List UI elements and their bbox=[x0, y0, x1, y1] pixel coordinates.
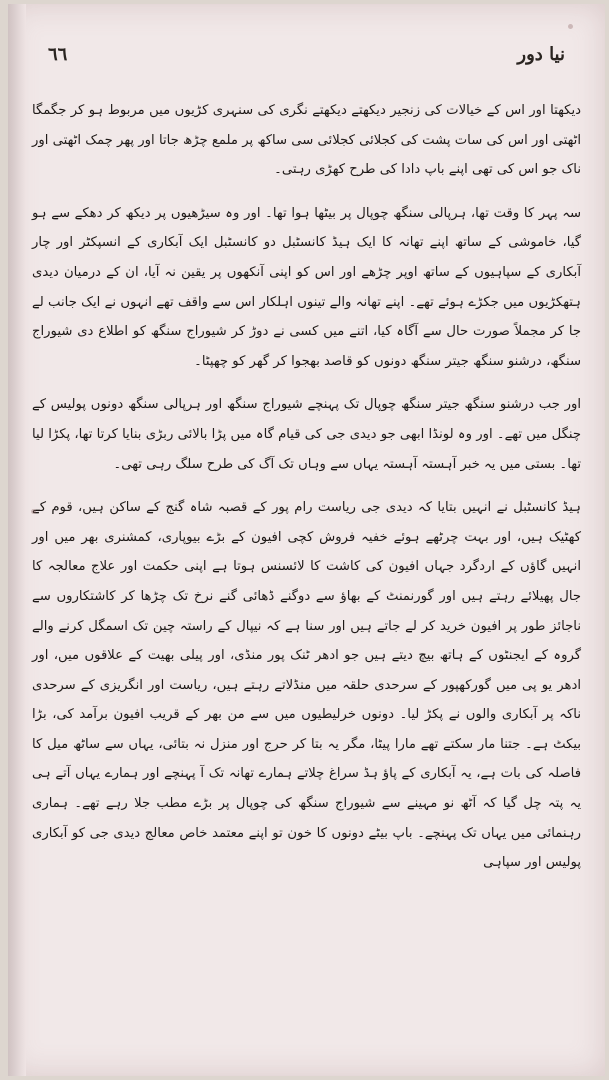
book-page bbox=[8, 4, 605, 1076]
running-title: نیا دور bbox=[517, 44, 565, 65]
page-binding-edge bbox=[8, 4, 26, 1076]
body-text bbox=[32, 96, 581, 878]
page-header bbox=[48, 44, 565, 74]
ink-spot bbox=[568, 24, 573, 29]
paragraph: دیکھتا اور اس کے خیالات کی زنجیر دیکھتے دیکھتے نگری کی سنہری کڑیوں میں مربوط ہو کر جگمگا اٹھتی اور اس کی سات پشت کی کجلائی کجلائی سی ساکھ پر ملمع چڑھ جاتا اور پھر چمک اٹھتی اور ناک جو اس کی تھی اپنے باپ دادا کی طرح کھڑی رہتی۔ bbox=[32, 103, 581, 178]
paragraph: اور جب درشنو سنگھ جیتر سنگھ چوپال تک پہنچے شیوراج سنگھ اور ہرپالی سنگھ دونوں پولیس کے چنگل میں تھے۔ اور وہ لونڈا ابھی جو دیدی جی کی قیام گاہ میں پڑا بالائی ربڑی بنایا کرتا تھا، پکڑا لیا تھا۔ بستی میں یہ خبر آہستہ آہستہ یہاں سے وہاں تک آگ کی طرح سلگ رہی تھی۔ bbox=[32, 397, 581, 472]
page-number: ٦٦ bbox=[48, 44, 68, 65]
ink-spot bbox=[31, 509, 36, 514]
paragraph: ہیڈ کانسٹبل نے انہیں بتایا کہ دیدی جی ریاست رام پور کے قصبہ شاہ گنج کے ساکن ہیں، قوم کے کھٹیک ہیں، اور بہت چرٹھے ہوئے خفیہ فروش کچی افیون کے بڑے بیوپاری، کمشنری بھر میں اور انہیں گاؤں کے اردگرد جہاں افیون کی کاشت کا لائسنس ہوتا ہے اپنی حکمت اور علاج معالجہ کا جال پھیلائے رہتے ہیں اور گورنمنٹ کے بھاؤ سے دوگنے ڈھائی گنے نرخ تک چڑھا کر کاشتکاروں سے ناجائز طور پر افیون خرید کر لے جاتے ہیں اور سنا ہے کہ نیپال کے راستہ چین تک اسمگل کرنے والے گروہ کے ایجنٹوں کے ہاتھ بیچ دیتے ہیں جو ادھر ٹنک پور منڈی، اور پیلی بھیت کے علاقوں میں، اور ادھر یو پی میں گورکھپور کے سرحدی حلقہ میں منڈلاتے رہتے ہیں، ریاست اور انگریزی کے سرحدی ناکہ پر آبکاری والوں نے پکڑ لیا۔ دونوں خرلیطیوں میں سے من بھر کے قریب افیون برآمد کی، بڑا بیکٹ ہے۔ جتنا مار سکتے تھے مارا پیٹا، مگر یہ بتا کر حرج اور منزل نہ بتائی، یہاں سے ساٹھ میل کا فاصلہ کی بات ہے، یہ آبکاری کے پاؤ ہڈ سراغ چلاتے ہمارے تھانہ تک آ پہنچے اور ہمارے یہاں آتے ہی یہ پتہ چل گیا کہ آٹھ نو مہینے سے شیوراج سنگھ کی چوپال پر بڑے مطب جلا رہے تھے۔ ہماری رہنمائی میں یہاں تک پہنچے۔ باپ بیٹے دونوں کا خون تو اپنے معتمد خاص معالج دیدی جی کو آبکاری پولیس اور سپاہی bbox=[32, 500, 581, 871]
paragraph: سہ پہر کا وقت تھا، ہرپالی سنگھ چوپال پر بیٹھا ہوا تھا۔ اور وہ سیڑھیوں پر دیکھ کر دھکے سے ہو گیا، خاموشی کے ساتھ اپنے تھانہ کا ایک ہیڈ کانسٹبل دو کانسٹبل ایک آبکاری کے انسپکٹر اور چار آبکاری کے سپاہیوں کے ساتھ اوپر چڑھے اور اس کو اپنی آنکھوں پر یقین نہ آیا، ان کے درمیان دیدی ہتھکڑیوں میں جکڑے ہوئے تھے۔ اپنے تھانہ والے تینوں اہلکار اس سے واقف تھے انہوں نے ایک جانب لے جا کر مجملاً صورت حال سے آگاہ کیا، اتنے میں کسی نے دوڑ کر شیوراج سنگھ کو اطلاع دی شیوراج سنگھ، درشنو سنگھ جیتر سنگھ دونوں کو قاصد بھجوا کر گھر کو چھپٹا۔ bbox=[32, 205, 581, 369]
